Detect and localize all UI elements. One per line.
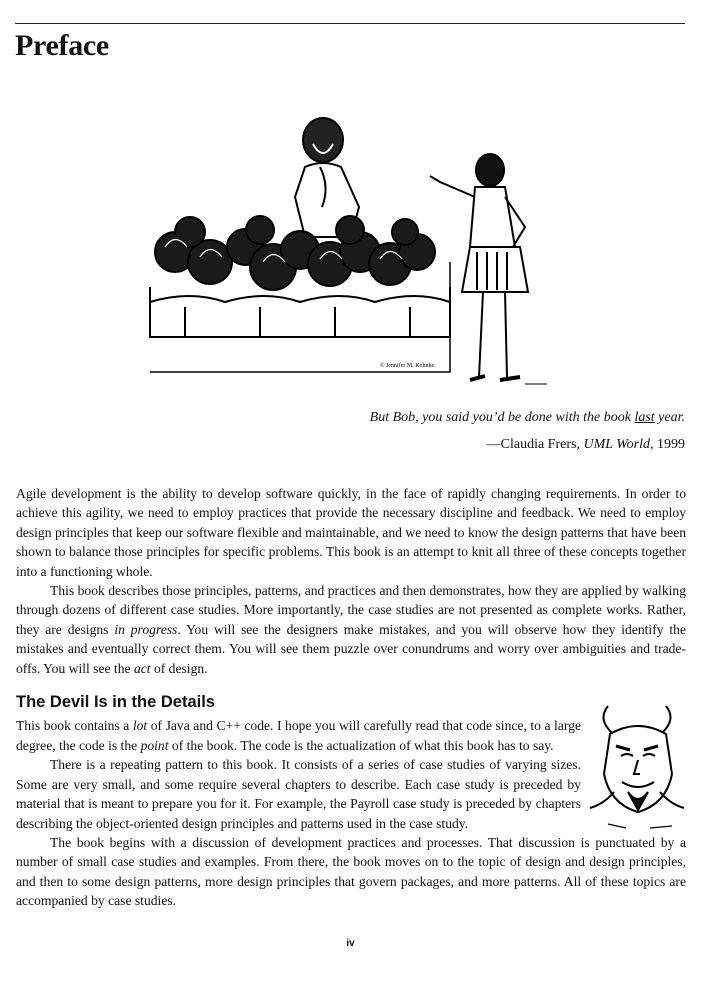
paragraph: This book contains a lot of Java and C++ code. I hope you will carefully read that code since, to a large degree, the code is the point of the book. The code is the actualization of what this book has to say.: [16, 718, 581, 753]
page-title: Preface: [15, 29, 109, 62]
illustration-credit: © Jennifer M. Kohnke: [380, 363, 435, 369]
classroom-illustration: [145, 112, 550, 392]
epigraph: [370, 404, 685, 458]
paragraph: This book describes those principles, patterns, and practices and then demonstrates, how they are applied by walking through dozens of different case studies. More importantly, the case studies are not presented as complete works. Rather, they are designs in progress. You will see the designers make mistakes, and you will observe how they identify the mistakes and eventually correct them. You will see them puzzle over conundrums and worry over ambiguities and trade-offs. You will see the act of design.: [16, 583, 686, 676]
epigraph-attribution: —Claudia Frers, UML World, 1999: [486, 437, 685, 452]
page-number: iv: [346, 938, 355, 949]
section-heading: The Devil Is in the Details: [16, 693, 215, 712]
top-rule: [15, 23, 685, 24]
paragraph: Agile development is the ability to develop software quickly, in the face of rapidly changing requirements. In order to achieve this agility, we need to employ practices that provide the necessary discipline and feedback. We need to employ design principles that keep our software flexible and maintainable, and we need to know the design patterns that have been shown to balance those principles for specific problems. This book is an attempt to knit all three of these concepts together into a functioning whole.: [16, 486, 686, 579]
devil-illustration: [588, 696, 686, 832]
paragraph: There is a repeating pattern to this book. It consists of a series of case studies of varying sizes. Some are very small, and some require several chapters to describe. Each case study is preceded by material that is meant to prepare you for it. For example, the Payroll case study is preceded by chapters describing the object-oriented design principles and patterns used in the case study.: [16, 757, 581, 831]
paragraph: The book begins with a discussion of development practices and processes. That discussion is punctuated by a number of small case studies and examples. From there, the book moves on to the topic of design and design principles, and then to some design patterns, more design principles that govern packages, and more patterns. All of these topics are accompanied by case studies.: [16, 834, 686, 909]
body-text: [16, 484, 686, 911]
epigraph-quote: But Bob, you said you’d be done with the book last year.: [369, 410, 685, 425]
